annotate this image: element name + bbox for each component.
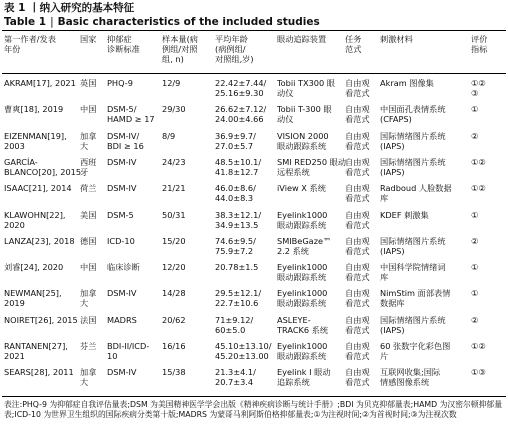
cell-age: 48.5±10.1/ 41.8±12.7 [215, 156, 262, 177]
header-task: 任务 范式 [345, 34, 362, 54]
cell-index: ①② [471, 183, 486, 194]
cell-country: 芬兰 [80, 341, 97, 351]
cell-age: 45.10±13.10/ 45.20±13.00 [215, 341, 272, 361]
cell-stimulus: 国际情绪图片系统 (IAPS) [380, 314, 446, 335]
cell-age: 29.5±12.1/ 22.7±10.6 [215, 288, 262, 309]
cell-task: 自由观 看范式 [345, 78, 370, 98]
cell-author: NEWMAN[25], 2019 [4, 288, 62, 309]
cell-device: Eyelink1000 眼动跟踪系统 [277, 209, 328, 230]
header-age: 平均年龄 (病例组/ 对照组,岁) [215, 34, 254, 64]
cell-stimulus: 国际情绪图片系统 (IAPS) [380, 130, 446, 151]
cell-task: 自由观 看范式 [345, 341, 370, 361]
cell-device: iView X 系统 [277, 183, 326, 194]
cell-device: SMI RED250 眼动 远程系统 [277, 156, 347, 177]
cell-index: ② [471, 235, 479, 246]
cell-sample: 15/20 [162, 235, 186, 246]
header-device: 眼动追踪装置 [277, 34, 327, 44]
top-rule [2, 30, 506, 31]
cell-sample: 24/23 [162, 156, 186, 167]
table-caption: Basic characteristics of the included studies [57, 16, 320, 28]
table-footnote: 表注:PHQ-9 为抑郁症自我评估量表;DSM 为美国精神医学学会出版《精神疾病诊断与统计手册》;BDI 为贝克抑郁量表;HAMD 为汉密尔顿抑郁量表;ICD-10 为世界卫生组织的国际疾病分类第十版;MADRS 为蒙哥马利阿斯伯格抑郁量表;①为注视时间;②为首视时间;③为注视次数 [4, 400, 503, 420]
cell-sample: 12/20 [162, 262, 186, 273]
cell-country: 中国 [80, 104, 97, 115]
bottom-rule [2, 396, 506, 397]
cell-task: 自由观 看范式 [345, 235, 370, 256]
cell-sample: 15/38 [162, 367, 186, 378]
cell-device: Tobii TX300 眼 动仪 [277, 78, 335, 98]
cell-country: 德国 [80, 235, 97, 246]
cell-criteria: DSM-IV/ BDI ≥ 16 [107, 130, 144, 151]
cell-sample: 8/9 [162, 130, 176, 141]
cell-age: 26.62±7.12/ 24.00±4.66 [215, 104, 267, 125]
cell-country: 英国 [80, 78, 97, 88]
cell-country: 美国 [80, 209, 97, 220]
header-rule [2, 73, 506, 74]
cell-criteria: ICD-10 [107, 235, 135, 246]
cell-index: ① [471, 209, 479, 220]
cell-task: 自由观 看范式 [345, 104, 370, 125]
cell-age: 46.0±8.6/ 44.0±8.3 [215, 183, 256, 204]
cell-stimulus: 国际情绪图片系统 (IAPS) [380, 235, 446, 256]
cell-criteria: PHQ-9 [107, 78, 133, 88]
header-stimulus: 刺激材料 [380, 34, 413, 44]
cell-device: Eyelink1000 眼动跟踪系统 [277, 288, 328, 309]
cell-country: 加拿 大 [80, 288, 97, 309]
cell-device: Eyelink1000 眼动跟踪系统 [277, 262, 328, 283]
header-criteria: 抑郁症 诊断标准 [107, 34, 140, 54]
cell-index: ①② ③ [471, 78, 486, 98]
cell-task: 自由观 看范式 [345, 367, 370, 388]
cell-author: 刘睿[24], 2020 [4, 262, 64, 273]
header-index: 评价 指标 [471, 34, 488, 54]
cell-age: 20.78±1.5 [215, 262, 259, 273]
cell-country: 法国 [80, 314, 97, 325]
cell-index: ①③ [471, 367, 486, 378]
cell-author: ISAAC[21], 2014 [4, 183, 72, 194]
cell-criteria: DSM-IV [107, 367, 137, 378]
cell-country: 西班 牙 [80, 156, 97, 177]
cell-criteria: DSM-IV [107, 183, 137, 194]
cell-sample: 20/62 [162, 314, 186, 325]
cell-index: ② [471, 314, 479, 325]
cell-index: ①② [471, 156, 486, 167]
cell-device: VISION 2000 眼动跟踪系统 [277, 130, 329, 151]
cell-author: KLAWOHN[22], 2020 [4, 209, 66, 230]
cell-author: SEARS[28], 2011 [4, 367, 74, 378]
cell-age: 71±9.12/ 60±5.0 [215, 314, 254, 335]
cell-criteria: DSM-5/ HAMD ≥ 17 [107, 104, 155, 125]
cell-author: EIZENMAN[19], 2003 [4, 130, 67, 151]
cell-stimulus: 互联网收集;国际 情感图像系统 [380, 367, 441, 388]
cell-author: AKRAM[17], 2021 [4, 78, 76, 88]
header-sample: 样本量(病 例组/对照 组, n) [162, 34, 198, 64]
cell-author: RANTANEN[27], 2021 [4, 341, 68, 361]
cell-sample: 50/31 [162, 209, 186, 220]
cell-criteria: 临床诊断 [107, 262, 140, 273]
cell-criteria: BDI-II/ICD- 10 [107, 341, 150, 361]
cell-index: ① [471, 104, 479, 115]
cell-criteria: DSM-IV [107, 156, 137, 167]
cell-sample: 29/30 [162, 104, 186, 115]
title-separator: | [50, 16, 54, 28]
table-title-en [4, 16, 320, 29]
cell-index: ①② [471, 341, 486, 351]
cell-author: LANZA[23], 2018 [4, 235, 75, 246]
cell-device: Eyelink I 眼动 追踪系统 [277, 367, 331, 388]
cell-age: 36.9±9.7/ 27.0±5.7 [215, 130, 256, 151]
cell-stimulus: NimStim 面部表情 数据库 [380, 288, 451, 309]
cell-country: 荷兰 [80, 183, 97, 194]
cell-age: 22.42±7.44/ 25.16±9.30 [215, 78, 267, 98]
cell-stimulus: Akram 图像集 [380, 78, 434, 88]
cell-author: 曹爽[18], 2019 [4, 104, 64, 115]
cell-age: 38.3±12.1/ 34.9±13.5 [215, 209, 262, 230]
cell-age: 74.6±9.5/ 75.9±7.2 [215, 235, 256, 256]
cell-age: 21.3±4.1/ 20.7±3.4 [215, 367, 256, 388]
cell-index: ① [471, 288, 479, 299]
cell-task: 自由观 看范式 [345, 262, 370, 283]
cell-country: 中国 [80, 262, 97, 273]
cell-stimulus: 国际情绪图片系统 (IAPS) [380, 156, 446, 177]
cell-task: 自由观 看范式 [345, 314, 370, 335]
table-label: Table 1 [4, 16, 47, 28]
cell-sample: 14/28 [162, 288, 186, 299]
cell-task: 自由观 看范式 [345, 156, 370, 177]
cell-sample: 21/21 [162, 183, 186, 194]
cell-sample: 16/16 [162, 341, 186, 351]
cell-country: 加拿 大 [80, 130, 97, 151]
cell-criteria: DSM-5 [107, 209, 134, 220]
cell-device: Eyelink1000 眼动跟踪系统 [277, 341, 328, 361]
cell-stimulus: 中国面孔表情系统 (CFAPS) [380, 104, 446, 125]
header-author: 第一作者/发表 年份 [4, 34, 56, 54]
cell-task: 自由观 看范式 [345, 288, 370, 309]
cell-task: 自由观 看范式 [345, 183, 370, 204]
cell-stimulus: 中国科学院情绪词 库 [380, 262, 446, 283]
cell-index: ② [471, 130, 479, 141]
cell-task: 自由观 看范式 [345, 209, 370, 230]
cell-country: 加拿 大 [80, 367, 97, 388]
cell-criteria: MADRS [107, 314, 137, 325]
cell-device: ASLEYE- TRACK6 系统 [277, 314, 329, 335]
cell-task: 自由观 看范式 [345, 130, 370, 151]
cell-sample: 12/9 [162, 78, 181, 88]
cell-device: Tobii T-300 眼 动仪 [277, 104, 332, 125]
cell-index: ① [471, 262, 479, 273]
cell-author: NOIRET[26], 2015 [4, 314, 78, 325]
cell-criteria: DSM-IV [107, 288, 137, 299]
header-country: 国家 [80, 34, 97, 44]
cell-stimulus: KDEF 刺激集 [380, 209, 429, 220]
cell-stimulus: Radboud 人脸数据 库 [380, 183, 452, 204]
cell-device: SMIBeGaze™ 2.2 系统 [277, 235, 332, 256]
cell-author: GARCÍA- BLANCO[20], 2015 [4, 156, 82, 177]
cell-stimulus: 60 张数字化彩色图 片 [380, 341, 451, 361]
table-title-zh: 表 1 丨纳入研究的基本特征 [4, 2, 135, 14]
